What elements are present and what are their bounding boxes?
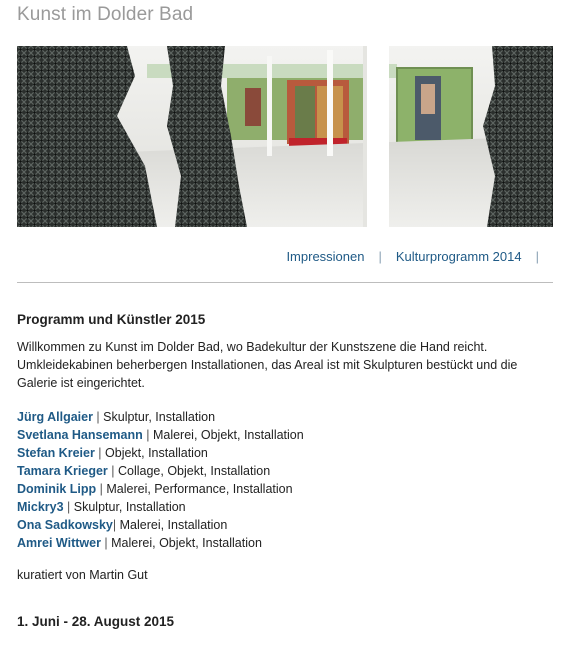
nav-separator: | xyxy=(535,249,539,264)
artist-separator: | xyxy=(63,500,74,514)
artist-separator: | xyxy=(112,518,120,532)
artist-disciplines: Malerei, Performance, Installation xyxy=(106,482,293,496)
artist-disciplines: Malerei, Objekt, Installation xyxy=(111,536,262,550)
artist-link[interactable]: Jürg Allgaier xyxy=(17,410,93,424)
artist-separator: | xyxy=(142,428,153,442)
artist-disciplines: Skulptur, Installation xyxy=(73,500,186,514)
artist-separator: | xyxy=(107,464,118,478)
artist-separator: | xyxy=(100,536,112,550)
artist-separator: | xyxy=(94,446,106,460)
artist-disciplines: Objekt, Installation xyxy=(105,446,208,460)
artist-link[interactable]: Ona Sadkowsky xyxy=(17,518,113,532)
artist-link[interactable]: Stefan Kreier xyxy=(17,446,95,460)
nav-bar xyxy=(286,249,553,264)
artist-disciplines: Malerei, Objekt, Installation xyxy=(152,428,304,442)
list-item xyxy=(17,426,304,444)
artist-list xyxy=(17,408,304,552)
list-item xyxy=(17,444,304,462)
list-item xyxy=(17,462,304,480)
artist-link[interactable]: Tamara Krieger xyxy=(17,464,108,478)
list-item xyxy=(17,408,304,426)
list-item xyxy=(17,516,304,534)
list-item xyxy=(17,498,304,516)
list-item xyxy=(17,534,304,552)
site-title: Kunst im Dolder Bad xyxy=(17,4,194,25)
event-dates: 1. Juni - 28. August 2015 xyxy=(17,614,175,629)
nav-link-kulturprogramm-2014[interactable]: Kulturprogramm 2014 xyxy=(395,249,522,264)
artist-disciplines: Collage, Objekt, Installation xyxy=(118,464,271,478)
list-item xyxy=(17,480,304,498)
section-title: Programm und Künstler 2015 xyxy=(17,312,206,327)
nav-separator: | xyxy=(378,249,382,264)
artist-link[interactable]: Mickry3 xyxy=(17,500,64,514)
artist-separator: | xyxy=(96,482,107,496)
artist-link[interactable]: Amrei Wittwer xyxy=(17,536,101,550)
artist-separator: | xyxy=(92,410,104,424)
intro-text: Willkommen zu Kunst im Dolder Bad, wo Badekultur der Kunstszene die Hand reicht. Umkleidekabinen beherbergen Installationen, das Areal ist mit Skulpturen bestückt und die Galerie ist eingerichtet. xyxy=(17,340,518,390)
divider xyxy=(17,282,553,283)
hero-image xyxy=(17,46,553,227)
artist-disciplines: Skulptur, Installation xyxy=(103,410,216,424)
artist-link[interactable]: Svetlana Hansemann xyxy=(17,428,143,442)
artist-link[interactable]: Dominik Lipp xyxy=(17,482,97,496)
curator-text: kuratiert von Martin Gut xyxy=(17,568,148,582)
nav-link-impressionen[interactable]: Impressionen xyxy=(286,249,365,264)
artist-disciplines: Malerei, Installation xyxy=(119,518,228,532)
